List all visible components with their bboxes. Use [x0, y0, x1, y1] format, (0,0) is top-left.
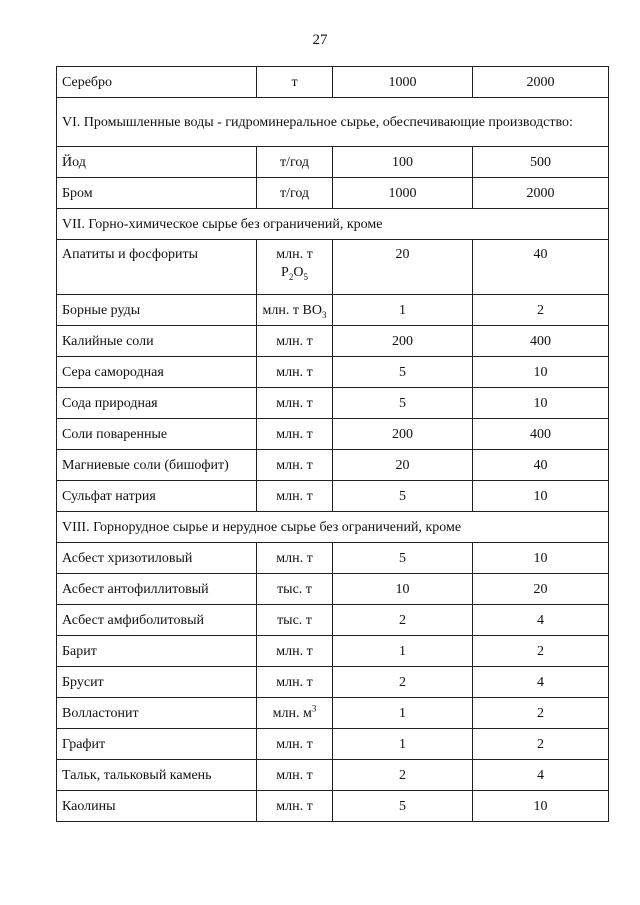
- unit-cell: млн. т: [257, 357, 333, 388]
- table-row: [57, 450, 609, 481]
- threshold-value-1: 2: [333, 760, 473, 791]
- section-header: [57, 209, 609, 240]
- threshold-value-2: 2: [473, 729, 609, 760]
- resource-name: Соли поваренные: [57, 419, 257, 450]
- unit-cell: млн. т: [257, 388, 333, 419]
- threshold-value-2: 2000: [473, 67, 609, 98]
- section-title: VIII. Горнорудное сырье и нерудное сырье без ограничений, кроме: [57, 512, 609, 543]
- table-row: [57, 636, 609, 667]
- threshold-value-1: 1000: [333, 67, 473, 98]
- resource-name: Барит: [57, 636, 257, 667]
- resource-name: Брусит: [57, 667, 257, 698]
- threshold-value-1: 200: [333, 419, 473, 450]
- threshold-value-1: 1: [333, 729, 473, 760]
- threshold-value-1: 20: [333, 240, 473, 295]
- table-row: [57, 760, 609, 791]
- threshold-value-2: 10: [473, 481, 609, 512]
- resource-name: Асбест хризотиловый: [57, 543, 257, 574]
- resource-name: Каолины: [57, 791, 257, 822]
- unit-cell: млн. т: [257, 481, 333, 512]
- threshold-value-1: 5: [333, 388, 473, 419]
- table-row: [57, 67, 609, 98]
- resource-threshold-table: [56, 66, 609, 822]
- table-row: [57, 481, 609, 512]
- resource-name: Сода природная: [57, 388, 257, 419]
- page-number: 27: [312, 32, 328, 48]
- unit-cell: млн. т: [257, 729, 333, 760]
- resource-name: Асбест амфиболитовый: [57, 605, 257, 636]
- threshold-value-1: 1: [333, 295, 473, 326]
- table-row: [57, 574, 609, 605]
- resource-name: Волластонит: [57, 698, 257, 729]
- unit-cell: млн. т: [257, 543, 333, 574]
- threshold-value-2: 10: [473, 357, 609, 388]
- resource-name: Графит: [57, 729, 257, 760]
- threshold-value-2: 40: [473, 450, 609, 481]
- threshold-value-1: 10: [333, 574, 473, 605]
- resource-name: Сера самородная: [57, 357, 257, 388]
- threshold-value-1: 5: [333, 357, 473, 388]
- table-row: [57, 729, 609, 760]
- table-row: [57, 667, 609, 698]
- resource-name: Калийные соли: [57, 326, 257, 357]
- threshold-value-1: 100: [333, 147, 473, 178]
- unit-cell: тыс. т: [257, 605, 333, 636]
- unit-cell: т/год: [257, 147, 333, 178]
- threshold-value-1: 1: [333, 636, 473, 667]
- table-row: [57, 357, 609, 388]
- threshold-value-2: 20: [473, 574, 609, 605]
- table-row: [57, 605, 609, 636]
- unit-base: млн. т: [276, 247, 313, 262]
- unit-cell: млн. т: [257, 667, 333, 698]
- table-row: [57, 419, 609, 450]
- threshold-value-2: 10: [473, 791, 609, 822]
- unit-cell: млн. $м^3$: [257, 698, 333, 729]
- resource-name: Сульфат натрия: [57, 481, 257, 512]
- threshold-value-2: 4: [473, 667, 609, 698]
- table-row: [57, 147, 609, 178]
- threshold-value-2: 40: [473, 240, 609, 295]
- threshold-value-2: 2000: [473, 178, 609, 209]
- unit-cell: млн. т: [257, 419, 333, 450]
- resource-name: Апатиты и фосфориты: [57, 240, 257, 295]
- table-row: [57, 178, 609, 209]
- table-row: [57, 295, 609, 326]
- threshold-value-2: 400: [473, 419, 609, 450]
- unit-cell: млн. т: [257, 791, 333, 822]
- unit-cell: [257, 240, 333, 295]
- threshold-value-1: 5: [333, 481, 473, 512]
- unit-cell: млн. т: [257, 636, 333, 667]
- threshold-value-2: 400: [473, 326, 609, 357]
- threshold-value-2: 500: [473, 147, 609, 178]
- table-row: [57, 240, 609, 295]
- table-row: [57, 388, 609, 419]
- threshold-value-2: 2: [473, 636, 609, 667]
- threshold-value-2: 10: [473, 388, 609, 419]
- threshold-value-2: 10: [473, 543, 609, 574]
- threshold-value-2: 4: [473, 760, 609, 791]
- unit-cell: млн. т $ВО_3$: [257, 295, 333, 326]
- table-row: [57, 543, 609, 574]
- threshold-value-1: 5: [333, 791, 473, 822]
- resource-name: Магниевые соли (бишофит): [57, 450, 257, 481]
- unit-cell: т: [257, 67, 333, 98]
- threshold-value-1: 2: [333, 667, 473, 698]
- resource-name: Борные руды: [57, 295, 257, 326]
- unit-cell: млн. т: [257, 326, 333, 357]
- resource-name: Асбест антофиллитовый: [57, 574, 257, 605]
- threshold-value-1: 200: [333, 326, 473, 357]
- section-title: VII. Горно-химическое сырье без ограничений, кроме: [57, 209, 609, 240]
- threshold-value-1: 1000: [333, 178, 473, 209]
- table-row: [57, 326, 609, 357]
- resource-name: Серебро: [57, 67, 257, 98]
- threshold-value-1: 1: [333, 698, 473, 729]
- unit-cell: млн. т: [257, 760, 333, 791]
- threshold-value-1: 20: [333, 450, 473, 481]
- section-header: [57, 98, 609, 147]
- threshold-value-1: 5: [333, 543, 473, 574]
- threshold-value-2: 2: [473, 295, 609, 326]
- unit-formula: $P_2O_5$: [281, 265, 308, 282]
- threshold-value-2: 4: [473, 605, 609, 636]
- unit-cell: т/год: [257, 178, 333, 209]
- resource-name: Бром: [57, 178, 257, 209]
- resource-name: Йод: [57, 147, 257, 178]
- resource-name: Тальк, тальковый камень: [57, 760, 257, 791]
- section-title: VI. Промышленные воды - гидроминеральное сырье, обеспечивающие производство:: [57, 98, 609, 147]
- unit-cell: тыс. т: [257, 574, 333, 605]
- table-row: [57, 698, 609, 729]
- unit-cell: млн. т: [257, 450, 333, 481]
- threshold-value-2: 2: [473, 698, 609, 729]
- threshold-value-1: 2: [333, 605, 473, 636]
- table-row: [57, 791, 609, 822]
- section-header: [57, 512, 609, 543]
